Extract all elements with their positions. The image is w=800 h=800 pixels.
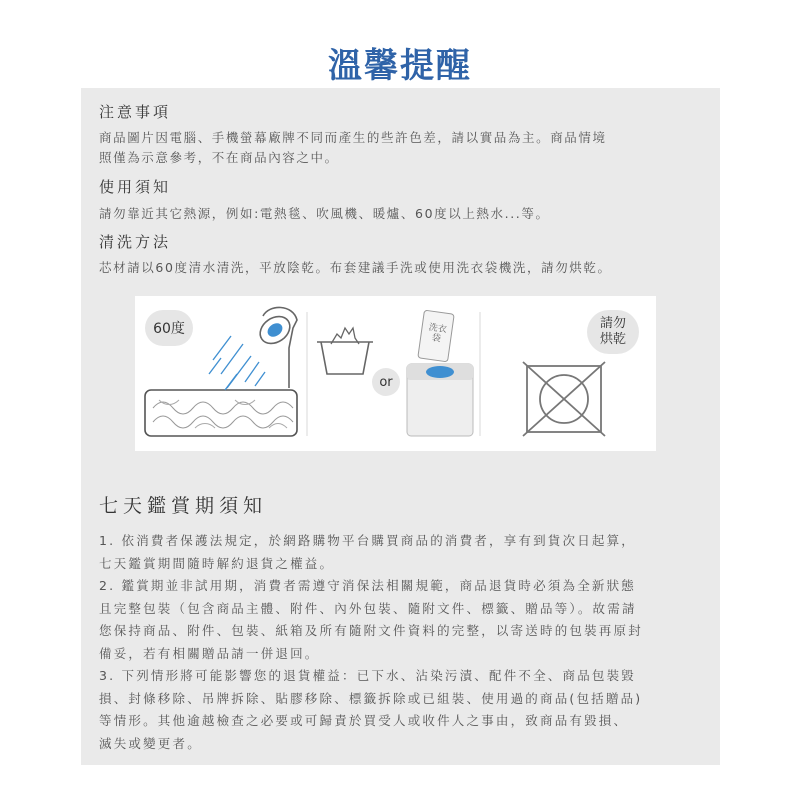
notice-text: [99, 128, 709, 168]
trial-line: 等情形。其他逾越檢查之必要或可歸責於買受人或收件人之事由，致商品有毀損、: [99, 713, 629, 728]
trial-text: [99, 530, 719, 755]
no-tumble-dry-icon: [523, 362, 605, 436]
trial-line: 七天鑑賞期間隨時解約退貨之權益。: [99, 555, 335, 571]
hand-wash-icon: [317, 328, 373, 374]
usage-line: 請勿靠近其它熱源，例如:電熱毯、吹風機、暖爐、60度以上熱水...等。: [99, 206, 550, 221]
washing-illustration: [135, 296, 656, 451]
page-title: 溫馨提醒: [328, 46, 472, 86]
washing-heading: 清洗方法: [99, 233, 172, 251]
trial-line: 1. 依消費者保護法規定，於網路購物平台購買商品的消費者，享有到貨次日起算，: [99, 533, 637, 548]
shower-head-icon: [255, 307, 297, 388]
pillow-core-icon: [145, 390, 297, 436]
trial-line: 3. 下列情形將可能影響您的退貨權益：已下水、沾染污漬、配件不全、商品包裝毀: [99, 668, 637, 683]
trial-line: 備妥，若有相關贈品請一併退回。: [99, 645, 320, 661]
no-dry-line: 烘乾: [599, 332, 626, 347]
usage-text: [99, 204, 709, 224]
no-dry-badge: [587, 310, 639, 354]
laundry-bag-label: 洗衣袋: [428, 322, 448, 345]
trial-line: 且完整包裝（包含商品主體、附件、內外包裝、隨附文件、標籤、贈品等）。故需請: [99, 600, 637, 616]
water-spray-icon: [209, 336, 265, 390]
washing-text: [99, 258, 709, 278]
trial-line: 滅失或變更者。: [99, 735, 202, 751]
notice-heading: 注意事項: [99, 103, 172, 121]
temperature-badge: 60度: [145, 310, 193, 346]
notice-line: 照僅為示意參考，不在商品內容之中。: [99, 150, 339, 165]
trial-heading: 七天鑑賞期須知: [99, 495, 268, 517]
no-dry-line: 請勿: [599, 316, 626, 331]
trial-line: 損、封條移除、吊牌拆除、貼膠移除、標籤拆除或已組裝、使用過的商品(包括贈品): [99, 690, 643, 706]
notice-line: 商品圖片因電腦、手機螢幕廠牌不同而產生的些許色差，請以實品為主。商品情境: [99, 130, 607, 145]
usage-heading: 使用須知: [99, 178, 172, 196]
trial-line: 您保持商品、附件、包裝、紙箱及所有隨附文件資料的完整，以寄送時的包裝再原封: [99, 623, 643, 638]
washing-line: 芯材請以60度清水清洗，平放陰乾。布套建議手洗或使用洗衣袋機洗，請勿烘乾。: [99, 260, 612, 275]
trial-line: 2. 鑑賞期並非試用期，消費者需遵守消保法相關規範，商品退貨時必須為全新狀態: [99, 578, 637, 593]
or-label: or: [372, 368, 400, 396]
